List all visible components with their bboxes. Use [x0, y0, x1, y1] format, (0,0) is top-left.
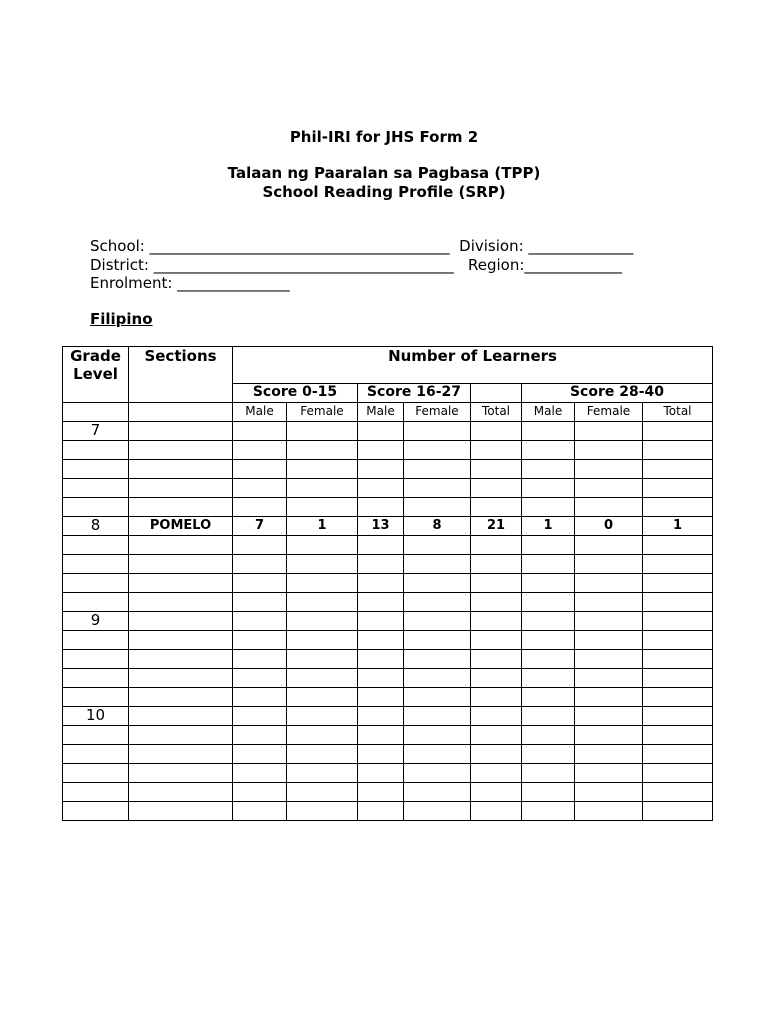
learner-count-cell: [287, 555, 358, 574]
female-header: Female: [287, 403, 358, 422]
learner-count-cell: [471, 460, 522, 479]
learner-count-cell: [233, 460, 287, 479]
learner-count-cell: [575, 726, 643, 745]
learner-count-cell: [575, 555, 643, 574]
learner-count-cell: [404, 688, 471, 707]
learner-count-cell: [404, 612, 471, 631]
learner-count-cell: [643, 802, 713, 821]
learner-count-cell: [358, 764, 404, 783]
learner-count-cell: [404, 650, 471, 669]
grade-level-cell: [63, 593, 129, 612]
learner-count-cell: [287, 460, 358, 479]
learner-count-cell: [287, 574, 358, 593]
learner-count-cell: [522, 669, 575, 688]
learner-count-cell: [358, 802, 404, 821]
section-cell: [129, 669, 233, 688]
learner-count-cell: [358, 783, 404, 802]
section-cell: [129, 441, 233, 460]
learner-count-cell: [233, 441, 287, 460]
score-16-27-header: Score 16-27: [358, 384, 471, 403]
learner-count-cell: [575, 669, 643, 688]
section-cell: [129, 707, 233, 726]
learner-count-cell: [471, 441, 522, 460]
learner-count-cell: [643, 555, 713, 574]
learner-count-cell: [404, 631, 471, 650]
learner-count-cell: [287, 498, 358, 517]
learner-count-cell: [233, 650, 287, 669]
learner-count-cell: [575, 536, 643, 555]
table-row: [63, 669, 713, 688]
learner-count-cell: [643, 574, 713, 593]
grade-level-cell: [63, 783, 129, 802]
learner-count-cell: [233, 669, 287, 688]
table-row: [63, 726, 713, 745]
female-header: Female: [404, 403, 471, 422]
section-cell: [129, 555, 233, 574]
table-row: [63, 441, 713, 460]
learner-count-cell: 1: [287, 517, 358, 536]
learner-count-cell: [287, 764, 358, 783]
learner-count-cell: [471, 745, 522, 764]
learner-count-cell: [575, 802, 643, 821]
table-row: [63, 650, 713, 669]
grade-level-cell: [63, 441, 129, 460]
learner-count-cell: [358, 707, 404, 726]
table-row: [63, 460, 713, 479]
learner-count-cell: [471, 612, 522, 631]
learner-count-cell: 7: [233, 517, 287, 536]
table-row: [63, 631, 713, 650]
table-row: [63, 612, 713, 631]
section-cell: [129, 498, 233, 517]
learner-count-cell: [233, 479, 287, 498]
table-row: [63, 498, 713, 517]
learner-count-cell: [358, 688, 404, 707]
learner-count-cell: [358, 612, 404, 631]
learner-count-cell: [522, 783, 575, 802]
learner-count-cell: [404, 707, 471, 726]
learner-count-cell: [287, 669, 358, 688]
learner-count-cell: [404, 593, 471, 612]
learner-count-cell: [233, 593, 287, 612]
learner-count-cell: [471, 574, 522, 593]
learner-count-cell: [471, 650, 522, 669]
learner-count-cell: [522, 745, 575, 764]
section-cell: POMELO: [129, 517, 233, 536]
learner-count-cell: [233, 574, 287, 593]
learner-count-cell: [358, 536, 404, 555]
learner-count-cell: [358, 498, 404, 517]
learner-count-cell: 13: [358, 517, 404, 536]
learner-count-cell: [522, 593, 575, 612]
learner-count-cell: 21: [471, 517, 522, 536]
learner-count-cell: [643, 650, 713, 669]
learner-count-cell: [522, 612, 575, 631]
learner-count-cell: [358, 726, 404, 745]
grade-level-cell: [63, 650, 129, 669]
grade-level-cell: [63, 574, 129, 593]
learner-count-cell: [404, 536, 471, 555]
learner-count-cell: [287, 631, 358, 650]
total-header: Total: [643, 403, 713, 422]
section-cell: [129, 479, 233, 498]
grade-level-cell: [63, 745, 129, 764]
learner-count-cell: [233, 764, 287, 783]
section-cell: [129, 650, 233, 669]
learner-count-cell: [522, 441, 575, 460]
learner-count-cell: [287, 783, 358, 802]
learner-count-cell: [233, 745, 287, 764]
learner-count-cell: [404, 783, 471, 802]
learner-count-cell: [233, 498, 287, 517]
learner-count-cell: [575, 479, 643, 498]
learner-count-cell: [287, 688, 358, 707]
grade-level-cell: [63, 555, 129, 574]
male-header: Male: [522, 403, 575, 422]
section-cell: [129, 802, 233, 821]
learner-count-cell: [233, 783, 287, 802]
section-cell: [129, 460, 233, 479]
learner-count-cell: [575, 764, 643, 783]
learner-count-cell: [522, 574, 575, 593]
learner-count-cell: [643, 783, 713, 802]
learner-count-cell: [404, 726, 471, 745]
section-cell: [129, 726, 233, 745]
learner-count-cell: [404, 802, 471, 821]
learner-count-cell: [287, 422, 358, 441]
learner-count-cell: [233, 707, 287, 726]
grade-level-cell: [63, 688, 129, 707]
learner-count-cell: [358, 593, 404, 612]
learner-count-cell: [358, 574, 404, 593]
female-header: Female: [575, 403, 643, 422]
grade-level-cell: 10: [63, 707, 129, 726]
sections-header: Sections: [129, 347, 233, 403]
learner-count-cell: [233, 688, 287, 707]
learner-count-cell: [471, 802, 522, 821]
learner-count-cell: [522, 764, 575, 783]
learner-count-cell: [471, 479, 522, 498]
learner-count-cell: [287, 650, 358, 669]
learner-count-cell: [233, 631, 287, 650]
learner-count-cell: [358, 631, 404, 650]
document-title-english: School Reading Profile (SRP): [262, 183, 506, 201]
learner-count-cell: [471, 764, 522, 783]
learner-count-cell: [404, 764, 471, 783]
learner-count-cell: [643, 536, 713, 555]
learner-count-cell: [358, 650, 404, 669]
form-title: Phil-IRI for JHS Form 2: [289, 128, 479, 146]
grade-level-cell: [63, 631, 129, 650]
learner-count-cell: [522, 688, 575, 707]
grade-level-cell: [63, 802, 129, 821]
table-row: [63, 688, 713, 707]
learner-count-cell: [643, 612, 713, 631]
learner-count-cell: [404, 555, 471, 574]
score-0-15-header: Score 0-15: [233, 384, 358, 403]
school-division-line: School: ________________________________________ Division: ______________: [90, 237, 634, 255]
table-row: [63, 764, 713, 783]
learner-count-cell: [522, 479, 575, 498]
table-row: [63, 593, 713, 612]
learner-count-cell: [287, 479, 358, 498]
table-row: [63, 479, 713, 498]
learner-count-cell: [404, 745, 471, 764]
learner-count-cell: [471, 498, 522, 517]
learner-count-cell: [575, 612, 643, 631]
learner-count-cell: [287, 802, 358, 821]
learner-count-cell: [471, 422, 522, 441]
learner-count-cell: [575, 631, 643, 650]
learner-count-cell: [358, 441, 404, 460]
learner-count-cell: [575, 650, 643, 669]
learner-count-cell: [643, 593, 713, 612]
learner-count-cell: [358, 460, 404, 479]
learner-count-cell: [643, 441, 713, 460]
learner-count-cell: [643, 707, 713, 726]
blank-header-cell: [129, 403, 233, 422]
table-row: [63, 517, 713, 536]
learner-count-cell: [471, 783, 522, 802]
learner-count-cell: [233, 422, 287, 441]
table-row: [63, 707, 713, 726]
table-row: [63, 745, 713, 764]
section-cell: [129, 612, 233, 631]
learner-count-cell: [471, 631, 522, 650]
document-title-tagalog: Talaan ng Paaralan sa Pagbasa (TPP): [227, 164, 541, 182]
learner-count-cell: [404, 498, 471, 517]
grade-level-cell: 8: [63, 517, 129, 536]
learner-count-cell: [575, 441, 643, 460]
learner-count-cell: 8: [404, 517, 471, 536]
learner-count-cell: [643, 688, 713, 707]
score-28-40-header: Score 28-40: [522, 384, 713, 403]
learner-count-cell: [522, 422, 575, 441]
section-cell: [129, 745, 233, 764]
learner-count-cell: [522, 650, 575, 669]
learner-count-cell: [287, 536, 358, 555]
learner-count-cell: [575, 593, 643, 612]
learner-count-cell: [471, 593, 522, 612]
learner-count-cell: [643, 479, 713, 498]
section-cell: [129, 631, 233, 650]
section-cell: [129, 783, 233, 802]
learner-count-cell: [575, 498, 643, 517]
learner-count-cell: [575, 422, 643, 441]
learner-count-cell: [643, 498, 713, 517]
grade-level-cell: [63, 460, 129, 479]
table-row: [63, 422, 713, 441]
learner-count-cell: [643, 726, 713, 745]
district-region-line: District: ________________________________________ Region:_____________: [90, 256, 622, 274]
learner-count-cell: [233, 726, 287, 745]
learner-count-cell: [358, 422, 404, 441]
grade-level-cell: [63, 764, 129, 783]
grade-level-cell: [63, 536, 129, 555]
learner-count-cell: [575, 783, 643, 802]
learner-count-cell: [643, 764, 713, 783]
learner-count-cell: [471, 555, 522, 574]
learner-count-cell: [522, 498, 575, 517]
section-cell: [129, 422, 233, 441]
learner-count-cell: [358, 745, 404, 764]
learner-count-cell: [233, 612, 287, 631]
learner-count-cell: [522, 802, 575, 821]
table-row: [63, 802, 713, 821]
learner-count-cell: [522, 460, 575, 479]
learner-count-cell: [575, 707, 643, 726]
learner-count-cell: [287, 726, 358, 745]
grade-level-cell: [63, 726, 129, 745]
learner-count-cell: [522, 707, 575, 726]
grade-level-cell: [63, 669, 129, 688]
score-blank-header: [471, 384, 522, 403]
male-header: Male: [233, 403, 287, 422]
learner-count-cell: [404, 669, 471, 688]
learner-count-cell: [358, 555, 404, 574]
learner-count-cell: [404, 441, 471, 460]
learner-count-cell: [404, 574, 471, 593]
learner-count-cell: [471, 707, 522, 726]
grade-level-header: Grade Level: [63, 347, 129, 403]
learner-count-cell: [643, 460, 713, 479]
learner-count-cell: [233, 802, 287, 821]
blank-header-cell: [63, 403, 129, 422]
learner-count-cell: [522, 726, 575, 745]
learner-count-cell: [643, 422, 713, 441]
learner-count-cell: [522, 536, 575, 555]
learner-count-cell: [643, 745, 713, 764]
learner-count-cell: [404, 460, 471, 479]
total-header: Total: [471, 403, 522, 422]
learner-count-cell: [287, 707, 358, 726]
learner-count-cell: [575, 688, 643, 707]
grade-level-cell: [63, 479, 129, 498]
reading-profile-table: [62, 346, 713, 821]
learner-count-cell: 1: [643, 517, 713, 536]
learner-count-cell: [522, 631, 575, 650]
learner-count-cell: [358, 669, 404, 688]
section-cell: [129, 536, 233, 555]
learner-count-cell: [404, 479, 471, 498]
number-of-learners-header: Number of Learners: [233, 347, 713, 384]
learner-count-cell: [287, 593, 358, 612]
learner-count-cell: [575, 574, 643, 593]
section-cell: [129, 574, 233, 593]
learner-count-cell: [522, 555, 575, 574]
learner-count-cell: [471, 669, 522, 688]
section-cell: [129, 764, 233, 783]
learner-count-cell: [404, 422, 471, 441]
subject-label: Filipino: [90, 310, 153, 328]
section-cell: [129, 593, 233, 612]
learner-count-cell: [287, 441, 358, 460]
learner-count-cell: [471, 726, 522, 745]
grade-level-cell: 9: [63, 612, 129, 631]
learner-count-cell: [287, 745, 358, 764]
learner-count-cell: [471, 688, 522, 707]
learner-count-cell: [471, 536, 522, 555]
table-row: [63, 555, 713, 574]
table-row: [63, 574, 713, 593]
grade-level-cell: 7: [63, 422, 129, 441]
learner-count-cell: [287, 612, 358, 631]
enrolment-line: Enrolment: _______________: [90, 274, 290, 292]
table-row: [63, 783, 713, 802]
table-row: [63, 536, 713, 555]
section-cell: [129, 688, 233, 707]
learner-count-cell: [643, 631, 713, 650]
learner-count-cell: [358, 479, 404, 498]
grade-level-cell: [63, 498, 129, 517]
learner-count-cell: [233, 555, 287, 574]
learner-count-cell: [643, 669, 713, 688]
male-header: Male: [358, 403, 404, 422]
learner-count-cell: [575, 745, 643, 764]
learner-count-cell: 1: [522, 517, 575, 536]
learner-count-cell: [233, 536, 287, 555]
learner-count-cell: [575, 460, 643, 479]
learner-count-cell: 0: [575, 517, 643, 536]
